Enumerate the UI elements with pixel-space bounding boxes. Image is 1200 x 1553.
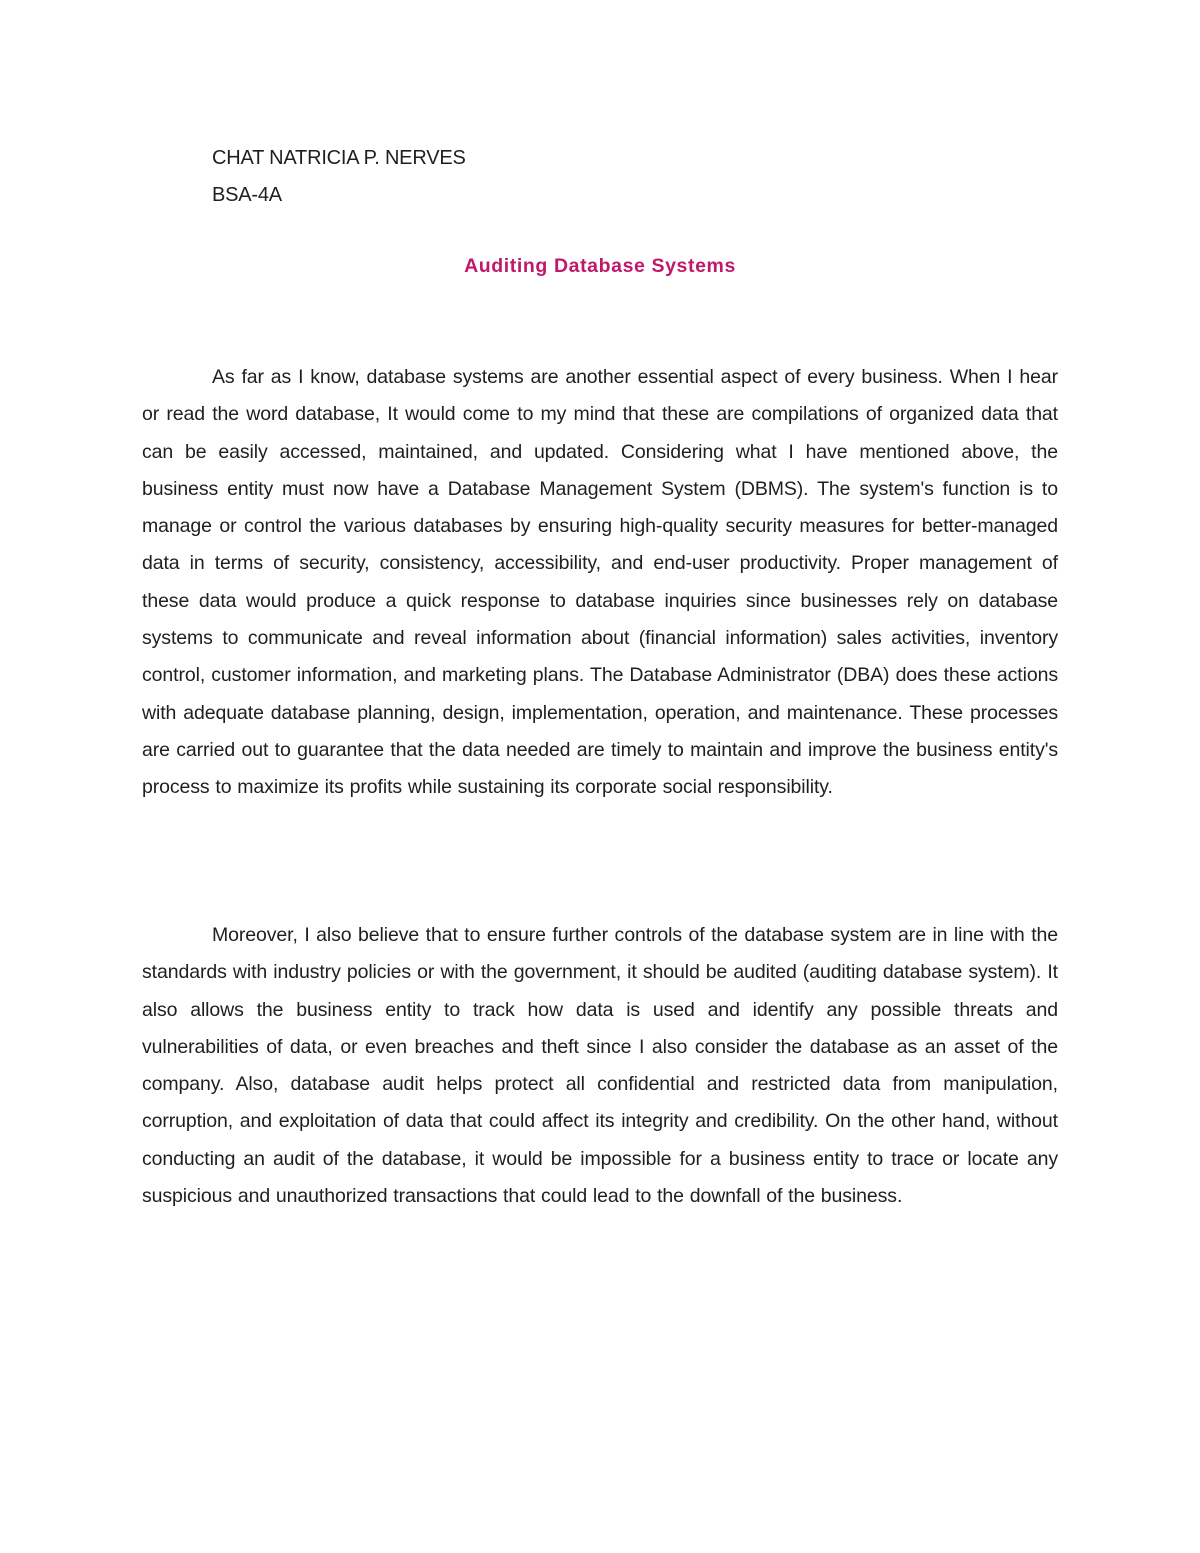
author-block <box>212 140 466 214</box>
author-name: CHAT NATRICIA P. NERVES <box>212 147 466 169</box>
author-section: BSA-4A <box>212 184 282 206</box>
document-title: Auditing Database Systems <box>464 255 736 277</box>
body-paragraph-2: Moreover, I also believe that to ensure further controls of the database system are in line with the standards with industry policies or with the government, it should be audited (auditing database system). It also allows the business entity to track how data is used and identify any possible threats and vulnerabilities of data, or even breaches and theft since I also consider the database as an asset of the company. Also, database audit helps protect all confidential and restricted data from manipulation, corruption, and exploitation of data that could affect its integrity and credibility. On the other hand, without conducting an audit of the database, it would be impossible for a business entity to trace or locate any suspicious and unauthorized transactions that could lead to the downfall of the business. <box>142 924 1058 1208</box>
body-paragraph-1: As far as I know, database systems are another essential aspect of every business. When I hear or read the word database, It would come to my mind that these are compilations of organized data that can be easily accessed, maintained, and updated. Considering what I have mentioned above, the business entity must now have a Database Management System (DBMS). The system's function is to manage or control the various databases by ensuring high-quality security measures for better-managed data in terms of security, consistency, accessibility, and end-user productivity. Proper management of these data would produce a quick response to database inquiries since businesses rely on database systems to communicate and reveal information about (financial information) sales activities, inventory control, customer information, and marketing plans. The Database Administrator (DBA) does these actions with adequate database planning, design, implementation, operation, and maintenance. These processes are carried out to guarantee that the data needed are timely to maintain and improve the business entity's process to maximize its profits while sustaining its corporate social responsibility. <box>142 366 1058 799</box>
